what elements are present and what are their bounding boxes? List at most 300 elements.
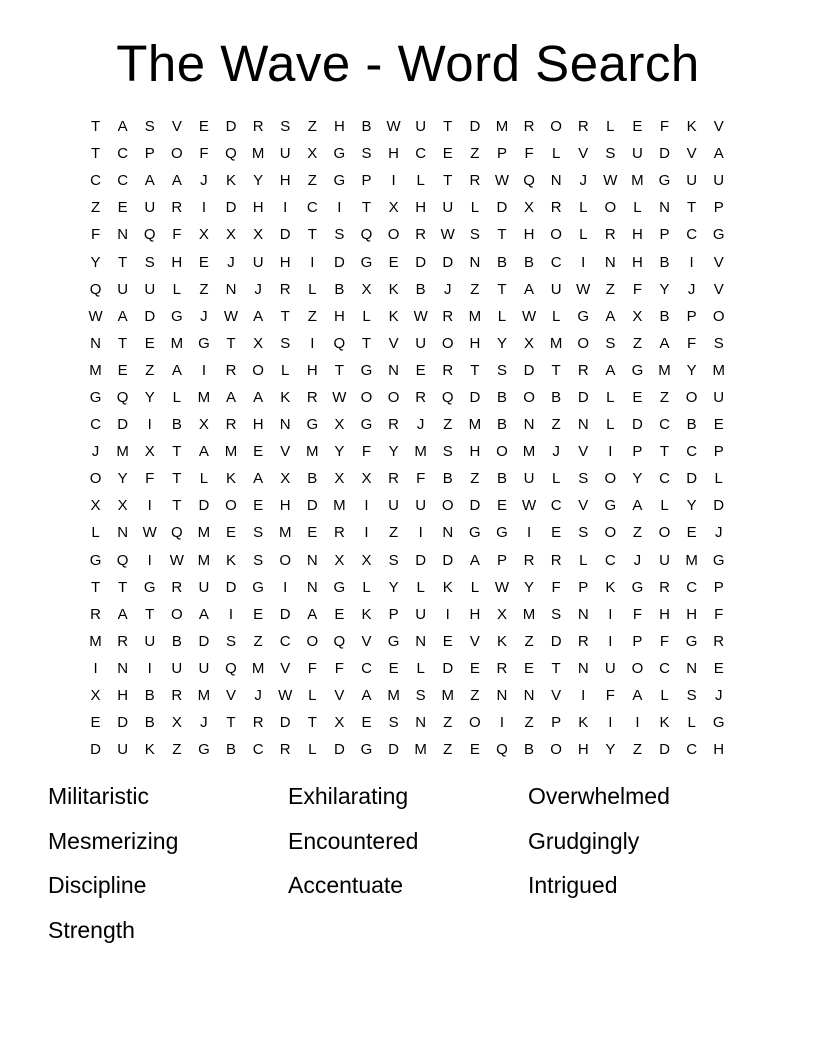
grid-letter: I (526, 524, 532, 542)
grid-letter: E (713, 416, 724, 434)
grid-letter: D (550, 632, 562, 650)
grid-letter: Y (524, 578, 535, 596)
grid-letter: U (686, 172, 698, 190)
grid-letter: E (496, 497, 507, 515)
grid-letter: B (524, 253, 535, 271)
grid-letter: E (226, 524, 237, 542)
grid-letter: M (387, 687, 400, 705)
grid-letter: P (496, 145, 507, 163)
grid-letter: T (226, 714, 236, 732)
grid-letter: M (333, 497, 346, 515)
grid-letter: K (686, 118, 697, 136)
word-list-item: Mesmerizing (48, 827, 179, 854)
grid-letter: T (307, 714, 317, 732)
grid-letter: S (280, 118, 291, 136)
grid-letter: O (550, 226, 562, 244)
grid-letter: A (713, 145, 724, 163)
grid-letter: S (713, 334, 724, 352)
grid-letter: J (200, 172, 208, 190)
grid-letter: O (550, 118, 562, 136)
grid-letter: S (442, 443, 453, 461)
grid-letter: Z (388, 524, 399, 542)
grid-letter: S (686, 687, 697, 705)
grid-letter: M (414, 741, 427, 759)
grid-letter: I (93, 659, 98, 677)
grid-letter: V (578, 145, 589, 163)
grid-letter: D (306, 497, 318, 515)
grid-letter: H (659, 605, 670, 623)
grid-letter: P (713, 578, 724, 596)
grid-letter: I (581, 687, 586, 705)
grid-letter: O (306, 632, 319, 650)
grid-letter: G (333, 172, 346, 190)
grid-letter: R (279, 741, 291, 759)
grid-letter: U (144, 632, 156, 650)
grid-letter: O (387, 388, 400, 406)
grid-letter: D (659, 145, 670, 163)
grid-letter: Q (333, 632, 346, 650)
grid-letter: Q (441, 388, 454, 406)
grid-letter: L (416, 659, 425, 677)
grid-letter: U (117, 741, 129, 759)
grid-letter: E (117, 199, 128, 217)
grid-letter: S (469, 226, 480, 244)
grid-letter: C (117, 172, 129, 190)
grid-letter: V (361, 632, 372, 650)
grid-letter: T (172, 470, 182, 488)
grid-letter: X (253, 334, 264, 352)
grid-letter: G (658, 172, 671, 190)
grid-letter: Z (524, 632, 534, 650)
grid-letter: S (226, 632, 237, 650)
grid-letter: L (606, 416, 615, 434)
grid-letter: X (361, 551, 372, 569)
grid-letter: M (631, 172, 644, 190)
grid-letter: E (90, 714, 101, 732)
grid-letter: I (283, 199, 288, 217)
grid-letter: D (523, 361, 535, 379)
grid-letter: C (550, 497, 562, 515)
grid-letter: X (524, 199, 535, 217)
grid-letter: D (225, 199, 237, 217)
grid-letter: Z (524, 714, 534, 732)
grid-letter: C (252, 741, 264, 759)
grid-letter: A (171, 361, 182, 379)
grid-letter: C (117, 145, 129, 163)
grid-letter: X (280, 470, 291, 488)
grid-letter: K (226, 172, 237, 190)
grid-letter: A (117, 307, 128, 325)
grid-letter: X (334, 416, 345, 434)
grid-letter: R (442, 307, 454, 325)
grid-letter: S (144, 118, 155, 136)
grid-letter: W (521, 307, 537, 325)
grid-letter: U (713, 172, 725, 190)
word-list-item: Encountered (288, 827, 419, 854)
grid-letter: T (118, 334, 128, 352)
grid-letter: G (89, 551, 102, 569)
grid-letter: I (310, 334, 315, 352)
grid-letter: E (144, 334, 155, 352)
grid-letter: P (578, 578, 589, 596)
grid-letter: A (605, 361, 616, 379)
grid-letter: A (226, 388, 237, 406)
grid-letter: D (198, 632, 210, 650)
grid-letter: V (334, 687, 345, 705)
grid-letter: I (635, 714, 640, 732)
grid-letter: H (632, 253, 643, 271)
grid-letter: J (254, 280, 262, 298)
grid-letter: X (361, 280, 372, 298)
grid-letter: L (199, 470, 209, 488)
grid-letter: T (172, 443, 182, 461)
grid-letter: F (632, 605, 642, 623)
grid-letter: T (551, 659, 561, 677)
grid-letter: D (686, 470, 698, 488)
grid-letter: G (143, 578, 156, 596)
grid-letter: J (579, 172, 587, 190)
grid-letter: Q (89, 280, 102, 298)
grid-letter: Y (496, 334, 507, 352)
grid-letter: D (198, 497, 210, 515)
grid-letter: D (442, 659, 454, 677)
grid-letter: Z (632, 524, 642, 542)
grid-letter: H (306, 361, 318, 379)
grid-letter: S (334, 226, 345, 244)
grid-letter: P (713, 443, 724, 461)
grid-letter: G (360, 416, 373, 434)
grid-letter: Z (605, 280, 615, 298)
grid-letter: I (499, 714, 505, 732)
grid-letter: C (415, 145, 427, 163)
grid-letter: O (631, 659, 644, 677)
grid-letter: Z (470, 145, 480, 163)
grid-letter: L (714, 470, 723, 488)
grid-letter: S (280, 334, 291, 352)
grid-letter: P (144, 145, 155, 163)
grid-letter: D (442, 253, 454, 271)
grid-letter: O (360, 388, 373, 406)
grid-letter: N (550, 172, 562, 190)
grid-letter: D (388, 741, 399, 759)
grid-letter: M (495, 118, 509, 136)
grid-letter: I (283, 578, 288, 596)
grid-letter: B (307, 470, 318, 488)
grid-letter: U (171, 659, 183, 677)
grid-letter: O (658, 524, 671, 542)
grid-letter: G (252, 578, 264, 596)
grid-letter: S (388, 714, 399, 732)
grid-letter: K (578, 714, 589, 732)
grid-letter: B (496, 253, 507, 271)
grid-letter: G (685, 632, 698, 650)
grid-letter: P (713, 199, 724, 217)
grid-letter: F (334, 659, 344, 677)
grid-letter: I (608, 632, 613, 650)
grid-letter: W (223, 307, 239, 325)
grid-letter: B (361, 118, 372, 136)
grid-letter: M (251, 145, 265, 163)
grid-letter: D (333, 253, 345, 271)
grid-letter: Q (170, 524, 183, 542)
grid-letter: N (117, 226, 129, 244)
grid-letter: W (521, 497, 537, 515)
grid-letter: G (198, 334, 210, 352)
grid-letter: M (468, 416, 482, 434)
grid-letter: O (441, 497, 454, 515)
grid-letter: W (332, 388, 347, 406)
grid-letter: Z (470, 687, 480, 705)
grid-letter: T (90, 578, 101, 596)
grid-letter: X (388, 199, 399, 217)
grid-letter: E (198, 118, 209, 136)
grid-letter: X (253, 226, 264, 244)
grid-letter: T (551, 361, 561, 379)
grid-letter: I (608, 605, 613, 623)
grid-letter: E (469, 659, 480, 677)
grid-letter: U (632, 145, 643, 163)
grid-letter: Y (388, 443, 399, 461)
grid-letter: B (686, 416, 697, 434)
grid-letter: E (442, 632, 453, 650)
grid-letter: J (714, 687, 723, 705)
grid-letter: R (171, 687, 183, 705)
grid-letter: Q (116, 551, 129, 569)
grid-letter: I (445, 605, 450, 623)
grid-letter: E (253, 497, 264, 515)
grid-letter: C (686, 443, 698, 461)
grid-letter: R (252, 714, 264, 732)
grid-letter: J (200, 714, 208, 732)
grid-letter: F (687, 334, 697, 352)
grid-letter: O (496, 443, 508, 461)
grid-letter: C (686, 741, 698, 759)
grid-letter: W (440, 226, 455, 244)
grid-letter: F (605, 687, 615, 705)
page-title: The Wave - Word Search (116, 35, 700, 92)
grid-letter: N (225, 280, 237, 298)
grid-letter: H (252, 199, 264, 217)
grid-letter: O (279, 551, 292, 569)
grid-letter: Z (172, 741, 182, 759)
grid-letter: D (279, 714, 291, 732)
grid-letter: Z (253, 632, 263, 650)
grid-letter: S (361, 145, 372, 163)
grid-letter: Z (443, 741, 453, 759)
grid-letter: B (551, 388, 562, 406)
grid-letter: K (226, 470, 237, 488)
grid-letter: L (172, 280, 181, 298)
grid-letter: L (579, 226, 588, 244)
grid-letter: R (604, 226, 616, 244)
grid-letter: T (497, 226, 507, 244)
grid-letter: F (90, 226, 101, 244)
grid-letter: Y (388, 578, 399, 596)
grid-letter: T (334, 361, 344, 379)
grid-letter: N (117, 659, 129, 677)
grid-letter: W (576, 280, 591, 298)
grid-letter: M (549, 334, 563, 352)
grid-letter: M (89, 632, 102, 650)
grid-letter: X (524, 334, 535, 352)
grid-letter: Z (199, 280, 209, 298)
grid-letter: R (415, 388, 427, 406)
grid-letter: I (364, 497, 369, 515)
grid-letter: K (388, 280, 399, 298)
grid-letter: U (442, 199, 454, 217)
grid-letter: T (280, 307, 290, 325)
grid-letter: H (333, 118, 345, 136)
grid-letter: H (279, 253, 291, 271)
grid-letter: W (169, 551, 184, 569)
grid-letter: I (689, 253, 694, 271)
grid-letter: B (442, 470, 453, 488)
grid-letter: H (713, 741, 725, 759)
grid-letter: G (360, 741, 373, 759)
grid-letter: S (253, 524, 264, 542)
grid-letter: H (469, 443, 481, 461)
grid-letter: L (579, 199, 588, 217)
grid-letter: L (660, 497, 669, 515)
grid-letter: R (550, 199, 562, 217)
grid-letter: V (713, 280, 724, 298)
grid-letter: W (88, 307, 103, 325)
grid-letter: E (361, 714, 372, 732)
grid-letter: A (253, 388, 264, 406)
grid-letter: O (170, 145, 183, 163)
grid-letter: Z (551, 416, 561, 434)
grid-letter: B (226, 741, 237, 759)
grid-letter: E (117, 361, 128, 379)
grid-letter: B (524, 741, 535, 759)
grid-letter: A (253, 470, 264, 488)
grid-letter: M (197, 524, 211, 542)
grid-letter: G (333, 145, 346, 163)
grid-letter: V (388, 334, 399, 352)
grid-letter: C (659, 470, 670, 488)
grid-letter: G (170, 307, 183, 325)
grid-letter: G (712, 551, 725, 569)
grid-letter: R (577, 632, 589, 650)
grid-letter: D (632, 416, 643, 434)
grid-letter: O (604, 524, 617, 542)
grid-letter: B (144, 687, 155, 705)
grid-letter: C (361, 659, 372, 677)
grid-letter: Z (632, 334, 642, 352)
grid-letter: R (333, 524, 345, 542)
grid-letter: L (687, 714, 696, 732)
grid-letter: Z (307, 307, 317, 325)
grid-letter: T (145, 605, 155, 623)
grid-letter: G (387, 632, 400, 650)
grid-letter: Y (117, 470, 128, 488)
grid-letter: V (469, 632, 480, 650)
grid-letter: Y (659, 280, 670, 298)
grid-letter: H (279, 172, 291, 190)
grid-letter: Q (225, 659, 237, 677)
grid-letter: D (415, 253, 427, 271)
word-list-item: Strength (48, 916, 135, 943)
grid-letter: N (686, 659, 698, 677)
grid-letter: T (443, 172, 453, 190)
grid-letter: Z (632, 741, 642, 759)
grid-letter: M (658, 361, 671, 379)
grid-letter: O (604, 470, 617, 488)
grid-letter: D (144, 307, 156, 325)
grid-letter: Q (116, 388, 129, 406)
grid-letter: T (118, 578, 128, 596)
grid-letter: L (362, 307, 371, 325)
grid-letter: V (280, 659, 291, 677)
grid-letter: C (686, 578, 698, 596)
word-list-item: Exhilarating (288, 783, 409, 809)
grid-letter: J (633, 551, 642, 569)
grid-letter: G (712, 226, 725, 244)
grid-letter: P (496, 551, 507, 569)
grid-letter: K (659, 714, 670, 732)
grid-letter: B (144, 714, 155, 732)
grid-letter: U (523, 470, 535, 488)
grid-letter: L (172, 388, 181, 406)
grid-letter: G (333, 578, 346, 596)
grid-letter: I (147, 497, 152, 515)
grid-letter: H (469, 334, 481, 352)
grid-letter: N (469, 253, 481, 271)
grid-letter: F (307, 659, 317, 677)
grid-letter: E (551, 524, 562, 542)
grid-letter: X (90, 687, 101, 705)
grid-letter: S (605, 145, 616, 163)
grid-letter: U (252, 253, 264, 271)
grid-letter: N (577, 659, 589, 677)
grid-letter: J (254, 687, 262, 705)
grid-letter: S (496, 361, 507, 379)
grid-letter: R (306, 388, 318, 406)
grid-letter: Z (443, 416, 453, 434)
grid-letter: L (551, 470, 561, 488)
grid-letter: E (632, 388, 643, 406)
grid-letter: S (605, 334, 616, 352)
grid-letter: X (90, 497, 101, 515)
grid-letter: M (170, 334, 184, 352)
grid-letter: H (388, 145, 399, 163)
grid-letter: T (90, 145, 101, 163)
grid-letter: O (469, 714, 481, 732)
grid-letter: E (253, 443, 264, 461)
grid-letter: M (685, 551, 698, 569)
grid-letter: L (416, 172, 425, 190)
grid-letter: J (416, 416, 425, 434)
grid-letter: G (631, 578, 644, 596)
grid-letter: B (659, 307, 670, 325)
grid-letter: R (496, 659, 508, 677)
grid-letter: R (550, 551, 562, 569)
grid-letter: X (334, 470, 345, 488)
grid-letter: I (581, 253, 586, 271)
grid-letter: D (469, 497, 481, 515)
grid-letter: R (523, 118, 535, 136)
grid-letter: W (386, 118, 401, 136)
grid-letter: G (712, 714, 725, 732)
grid-letter: F (361, 443, 372, 461)
grid-letter: I (147, 551, 152, 569)
grid-letter: R (713, 632, 725, 650)
grid-letter: Y (90, 253, 101, 271)
word-list-item: Accentuate (288, 872, 404, 898)
grid-letter: L (470, 578, 480, 596)
grid-letter: A (524, 280, 535, 298)
grid-letter: P (686, 307, 697, 325)
